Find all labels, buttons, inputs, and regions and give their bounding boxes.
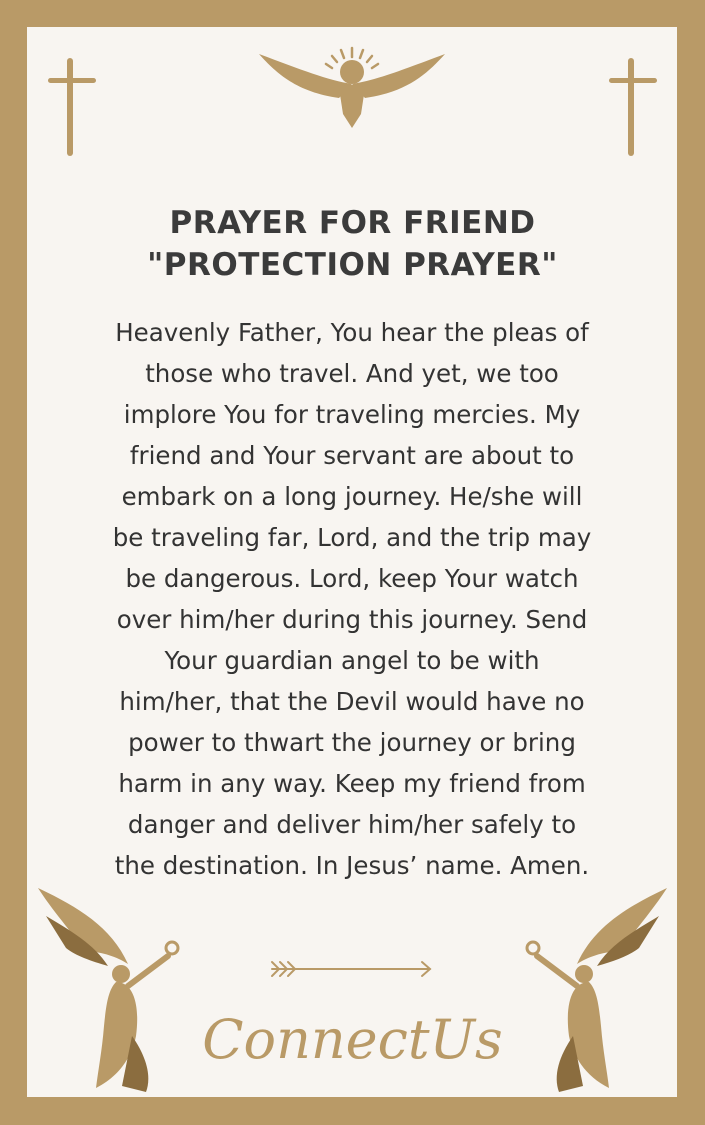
prayer-line: over him/her during this journey. Send [116, 605, 588, 634]
prayer-line: those who travel. And yet, we too [145, 359, 559, 388]
prayer-line: harm in any way. Keep my friend from [118, 769, 586, 798]
prayer-line: the destination. In Jesus’ name. Amen. [114, 851, 590, 880]
prayer-line: power to thwart the journey or bring [128, 728, 576, 757]
prayer-line: danger and deliver him/her safely to [127, 810, 577, 839]
prayer-line: be traveling far, Lord, and the trip may [112, 523, 592, 552]
prayer-text [52, 312, 652, 886]
prayer-line: friend and Your servant are about to [129, 441, 575, 470]
dove-sun-icon [257, 44, 447, 134]
prayer-line: embark on a long journey. He/she will [121, 482, 583, 511]
prayer-title-line1: PRAYER FOR FRIEND [169, 205, 536, 241]
prayer-line: Your guardian angel to be with [164, 646, 540, 675]
prayer-title-line2: "PROTECTION PRAYER" [147, 247, 558, 283]
prayer-line: be dangerous. Lord, keep Your watch [125, 564, 579, 593]
prayer-line: implore You for traveling mercies. My [123, 400, 581, 429]
cross-icon [46, 58, 98, 158]
brand-logo: ConnectUs [202, 1008, 503, 1071]
arrow-icon [268, 958, 436, 980]
prayer-line: him/her, that the Devil would have no [119, 687, 585, 716]
cross-icon [607, 58, 659, 158]
prayer-line: Heavenly Father, You hear the pleas of [115, 318, 589, 347]
